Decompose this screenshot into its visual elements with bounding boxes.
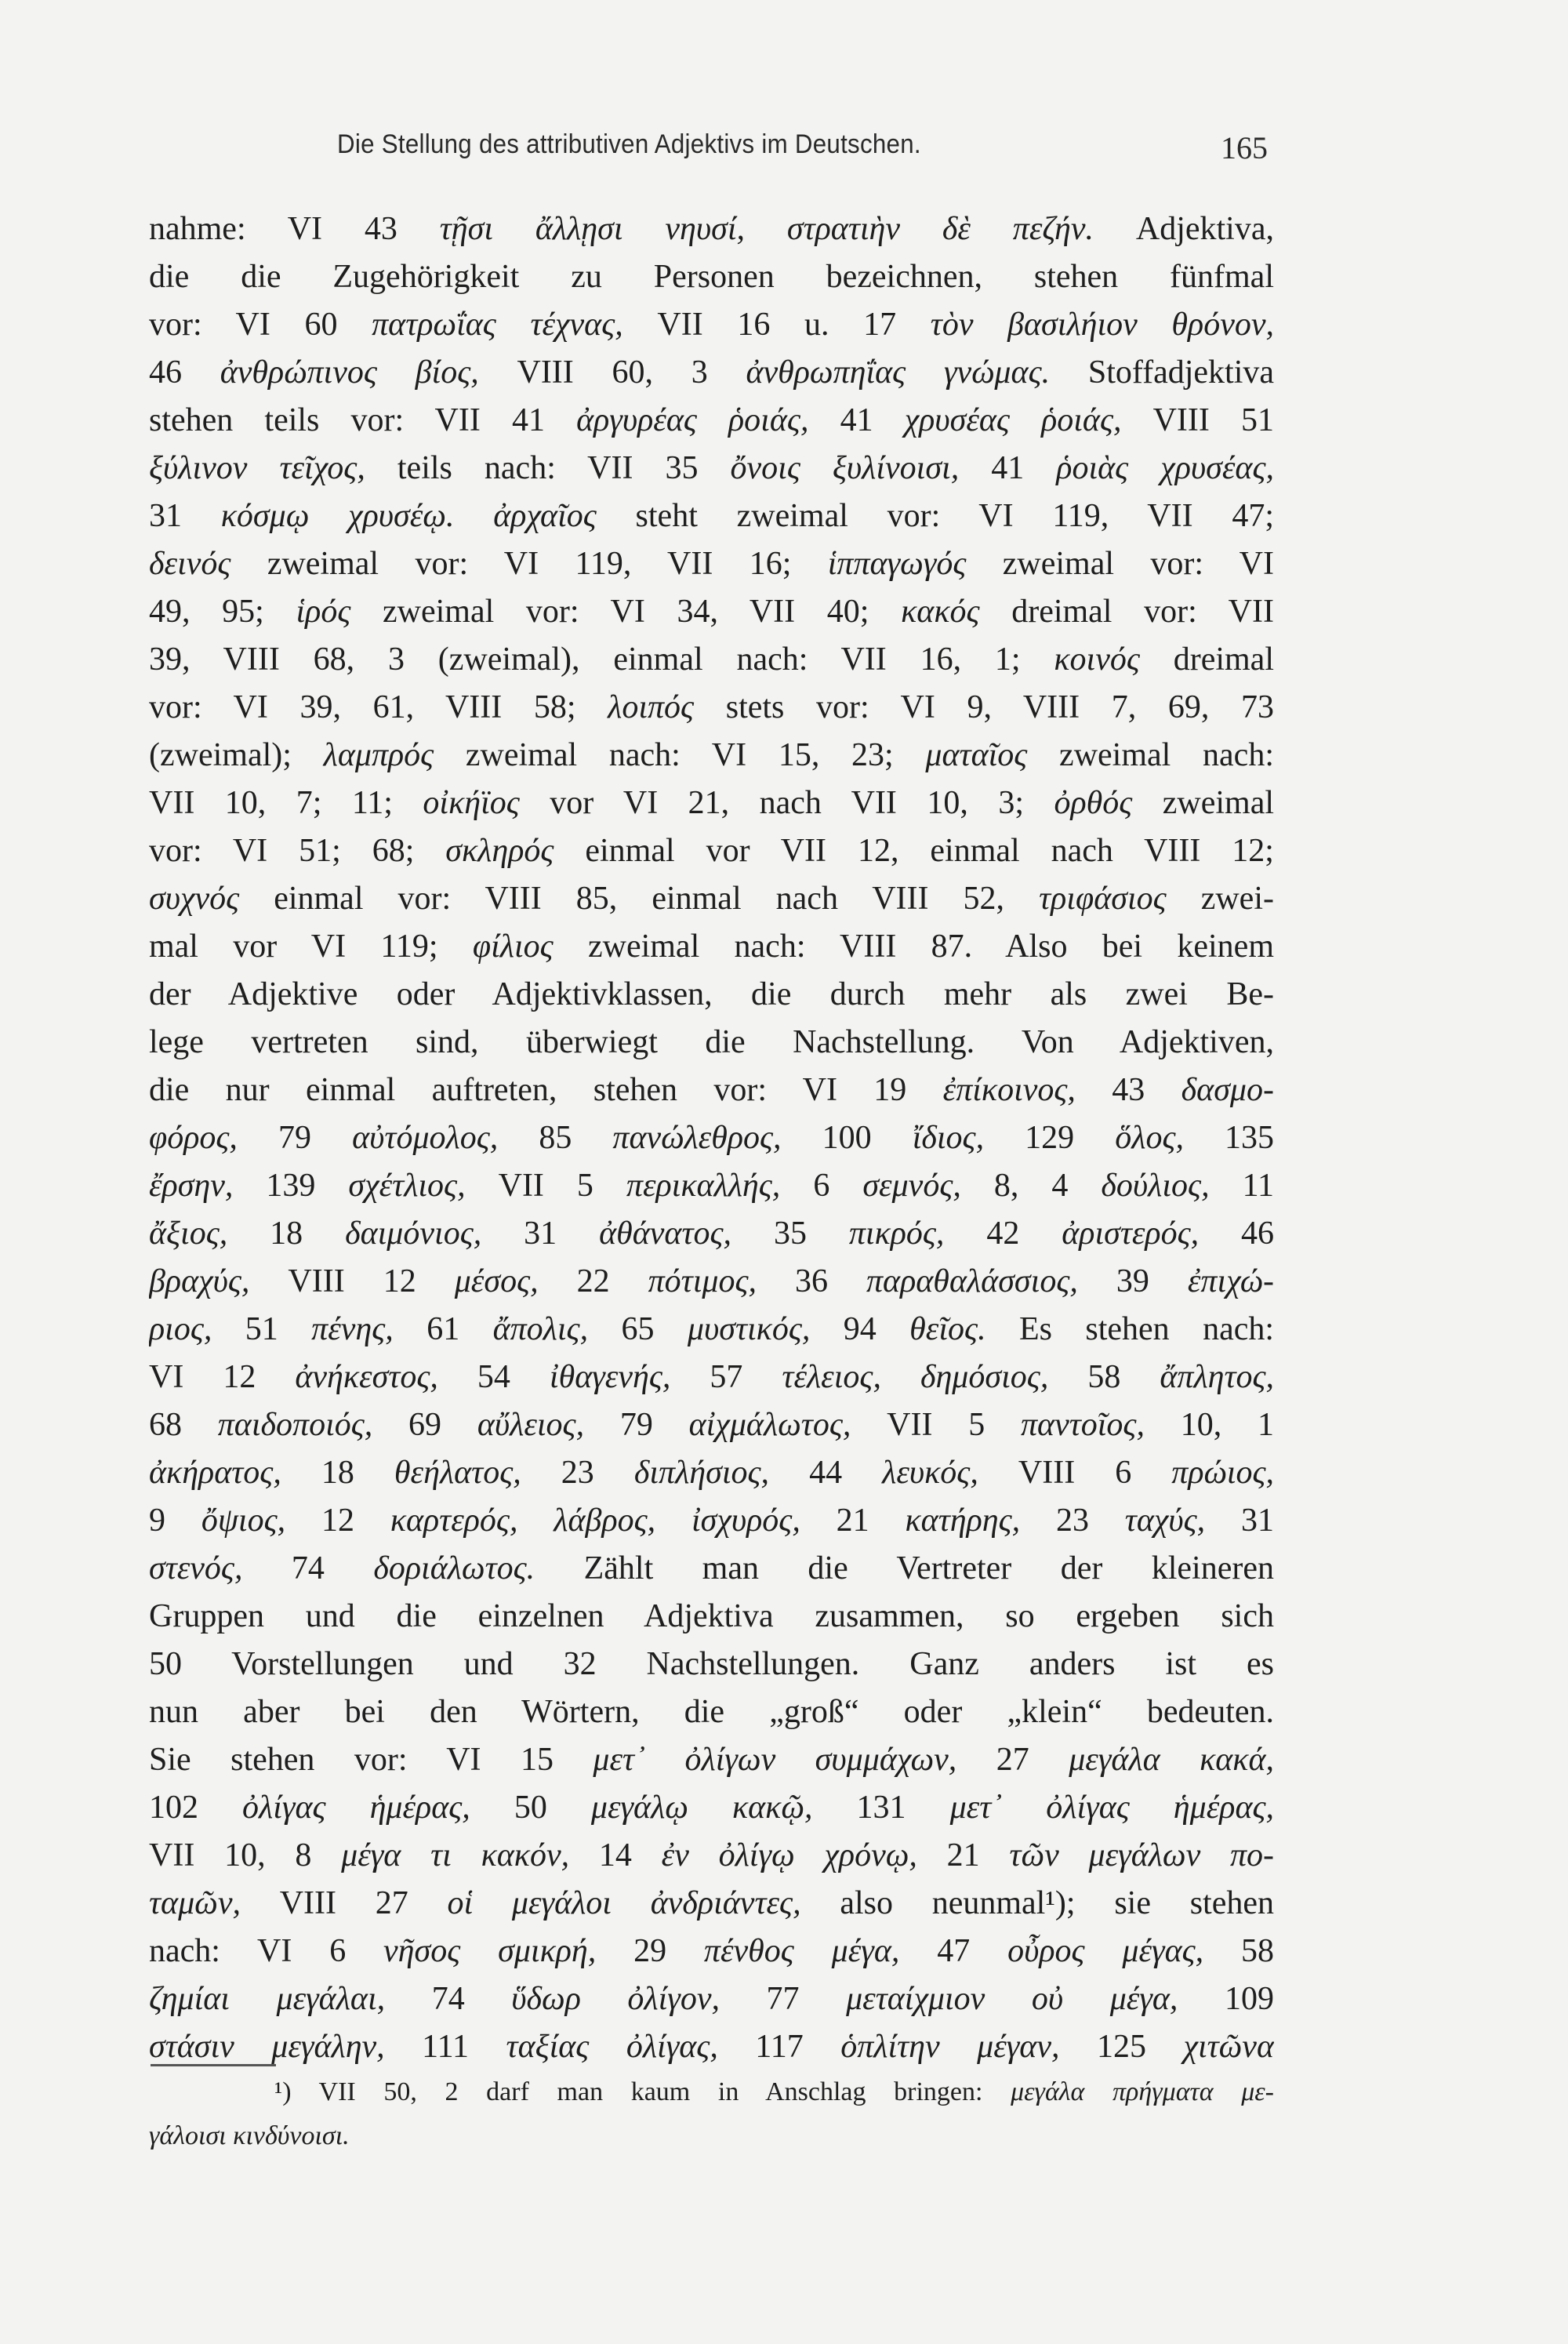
greek-quote: πένης,	[311, 1311, 394, 1347]
greek-quote: μεγάλα κακά,	[1069, 1742, 1274, 1778]
greek-quote: νῆσος σμικρή,	[383, 1933, 597, 1969]
greek-quote: ὀρθός	[1054, 785, 1133, 821]
text-run: 6	[780, 1168, 863, 1204]
greek-quote: ὅλος,	[1115, 1120, 1184, 1156]
text-line	[149, 1784, 1274, 1832]
text-line	[149, 2023, 1274, 2071]
text-run: zweimal vor: VI	[966, 546, 1274, 582]
text-run: VII 10, 8	[149, 1837, 342, 1873]
greek-quote: οἰκήϊος	[423, 785, 520, 821]
greek-quote: δεινός	[149, 546, 231, 582]
text-line	[149, 205, 1274, 253]
text-run: VII 10, 7; 11;	[149, 785, 423, 821]
text-line	[149, 1354, 1274, 1401]
text-run: Zählt man die Vertreter der kleineren	[535, 1550, 1274, 1586]
text-line	[149, 349, 1274, 397]
greek-quote: στάσιν μεγάλην,	[149, 2029, 385, 2065]
text-run: Gruppen und die einzelnen Adjektiva zusammen, so ergeben sich	[149, 1598, 1274, 1634]
text-line	[149, 875, 1274, 923]
text-run: lege vertreten sind, überwiegt die Nachstellung. Von Adjektiven,	[149, 1024, 1274, 1060]
greek-quote: στενός,	[149, 1550, 243, 1586]
text-run: einmal vor: VIII 85, einmal nach VIII 52,	[239, 881, 1040, 917]
text-run: 69	[372, 1407, 477, 1443]
text-run: vor: VI 60	[149, 307, 372, 343]
greek-quote: πένθος μέγα,	[703, 1933, 900, 1969]
text-run: vor: VI 51; 68;	[149, 833, 446, 869]
text-line	[149, 971, 1274, 1019]
text-line	[149, 492, 1274, 540]
greek-quote: χιτῶνα	[1183, 2029, 1274, 2065]
greek-quote: πρώιος,	[1171, 1455, 1274, 1491]
greek-quote: μετ᾽ ὀλίγων συμμάχων,	[593, 1742, 957, 1778]
text-line	[149, 588, 1274, 636]
text-run: 77	[719, 1981, 847, 2017]
text-run: 11	[1209, 1168, 1274, 1204]
text-run: 9	[149, 1503, 201, 1539]
greek-quote: ξύλινον τεῖχος,	[149, 450, 365, 486]
text-run: zweimal nach:	[1027, 737, 1274, 773]
text-line	[149, 1928, 1274, 1975]
text-run: mal vor VI 119;	[149, 929, 473, 965]
text-run: 23	[521, 1455, 634, 1491]
greek-quote: ἐπίκοινος,	[942, 1072, 1076, 1108]
text-run: 131	[812, 1790, 950, 1826]
greek-quote: φίλιος	[472, 929, 554, 965]
text-run: vor VI 21, nach VII 10, 3;	[519, 785, 1054, 821]
greek-quote: λευκός,	[882, 1455, 978, 1491]
greek-quote: ὄψιος,	[201, 1503, 286, 1539]
text-run: 65	[588, 1311, 688, 1347]
text-line	[149, 1401, 1274, 1449]
greek-quote: συχνός	[149, 881, 240, 917]
footnotes	[149, 2070, 1274, 2158]
text-run: 31	[481, 1216, 600, 1252]
greek-quote: κόσμῳ χρυσέῳ.	[220, 498, 455, 534]
greek-quote: σκληρός	[445, 833, 554, 869]
text-run: 117	[717, 2029, 841, 2065]
text-run: VII 16 u. 17	[622, 307, 931, 343]
greek-quote: λοιπός	[608, 689, 695, 725]
greek-quote: κακός	[901, 594, 980, 630]
text-run: 109	[1178, 1981, 1274, 2017]
text-line	[149, 1162, 1274, 1210]
greek-quote: γάλοισι κινδύνοισι.	[149, 2121, 350, 2150]
text-run: 129	[984, 1120, 1116, 1156]
greek-quote: τῶν μεγάλων πο-	[1009, 1837, 1274, 1873]
text-run: 46	[1199, 1216, 1274, 1252]
text-run: 18	[227, 1216, 346, 1252]
text-run: 10, 1	[1144, 1407, 1274, 1443]
text-run: VIII 27	[240, 1885, 448, 1921]
greek-quote: ἀργυρέας ῥοιάς,	[576, 402, 809, 438]
greek-quote: ἴδιος,	[912, 1120, 985, 1156]
text-run: 29	[596, 1933, 704, 1969]
text-run: einmal vor VII 12, einmal nach VIII 12;	[554, 833, 1274, 869]
text-line	[149, 1593, 1274, 1641]
text-run: 125	[1059, 2029, 1184, 2065]
greek-quote: βραχύς,	[149, 1263, 250, 1299]
greek-quote: χρυσέας ῥοιάς,	[904, 402, 1122, 438]
text-run: 94	[810, 1311, 910, 1347]
greek-quote: ἀθάνατος,	[599, 1216, 732, 1252]
text-run: 31	[1205, 1503, 1274, 1539]
text-run: zweimal nach: VI 15, 23;	[434, 737, 926, 773]
text-run: 79	[584, 1407, 689, 1443]
greek-quote: ριος,	[149, 1311, 212, 1347]
text-line	[149, 1497, 1274, 1545]
text-line	[149, 397, 1274, 445]
greek-quote: σχέτλιος,	[348, 1168, 466, 1204]
greek-quote: ῥοιὰς χρυσέας,	[1056, 450, 1274, 486]
text-run: also neunmal¹); sie stehen	[800, 1885, 1274, 1921]
greek-quote: πατρωΐας τέχνας,	[372, 307, 623, 343]
greek-quote: ὕδωρ ὀλίγον,	[511, 1981, 720, 2017]
greek-quote: αὔλειος,	[477, 1407, 585, 1443]
text-run: stets vor: VI 9, VIII 7, 69, 73	[694, 689, 1274, 725]
text-run: zweimal	[1132, 785, 1274, 821]
greek-quote: ἄπλητος,	[1160, 1359, 1274, 1395]
text-run: 50	[470, 1790, 591, 1826]
text-run: 36	[757, 1263, 867, 1299]
greek-quote: περικαλλής,	[626, 1168, 781, 1204]
text-line	[149, 1449, 1274, 1497]
text-run: der Adjektive oder Adjektivklassen, die durch mehr als zwei Be-	[149, 976, 1274, 1012]
text-run: 39	[1077, 1263, 1188, 1299]
greek-quote: τριφάσιος	[1039, 881, 1167, 917]
text-run: VII 5	[851, 1407, 1021, 1443]
text-run: 43	[1075, 1072, 1181, 1108]
greek-quote: ζημίαι μεγάλαι,	[149, 1981, 386, 2017]
text-run: 68	[149, 1407, 218, 1443]
text-run: zweimal vor: VI 119, VII 16;	[230, 546, 828, 582]
text-line	[149, 923, 1274, 971]
greek-quote: πότιμος,	[648, 1263, 757, 1299]
text-run: steht zweimal vor: VI 119, VII 47;	[596, 498, 1274, 534]
greek-quote: ἄπολις,	[492, 1311, 589, 1347]
text-run: 74	[242, 1550, 374, 1586]
text-run: VIII 60, 3	[478, 354, 746, 391]
text-line	[149, 445, 1274, 492]
text-run: nun aber bei den Wörtern, die „groß“ oder „klein“ bedeuten.	[149, 1694, 1274, 1730]
text-run: 54	[437, 1359, 550, 1395]
text-line	[149, 1114, 1274, 1162]
text-run: zwei-	[1166, 881, 1274, 917]
greek-quote: ὄνοις ξυλίνοισι,	[730, 450, 960, 486]
text-run: VIII 51	[1121, 402, 1274, 438]
text-line	[149, 301, 1274, 349]
text-run: 58	[1048, 1359, 1160, 1395]
greek-quote: ταξίας ὀλίγας,	[506, 2029, 718, 2065]
text-run: 57	[670, 1359, 782, 1395]
greek-quote: παραθαλάσσιος,	[866, 1263, 1078, 1299]
text-run: ¹) VII 50, 2 darf man kaum in Anschlag bringen:	[274, 2077, 1011, 2106]
text-line	[149, 827, 1274, 875]
footnote-rule	[151, 2064, 276, 2066]
text-run: VIII 6	[978, 1455, 1172, 1491]
greek-quote: μετ᾽ ὀλίγας ἡμέρας,	[949, 1790, 1274, 1826]
text-run: 41	[808, 402, 905, 438]
text-run: 49, 95;	[149, 594, 296, 630]
greek-quote: ταμῶν,	[149, 1885, 241, 1921]
greek-quote: πικρός,	[848, 1216, 945, 1252]
text-line	[149, 1832, 1274, 1880]
text-line	[149, 1306, 1274, 1354]
text-run: 85	[498, 1120, 613, 1156]
text-run: Stoffadjektiva	[1050, 354, 1274, 391]
text-run: 39, VIII 68, 3 (zweimal), einmal nach: VII 16, 1;	[149, 641, 1054, 678]
text-line	[149, 636, 1274, 684]
text-run: 100	[781, 1120, 913, 1156]
text-run: 139	[233, 1168, 349, 1204]
greek-quote: δαιμόνιος,	[345, 1216, 482, 1252]
greek-quote: σεμνός,	[862, 1168, 961, 1204]
greek-quote: ματαῖος	[925, 737, 1028, 773]
greek-quote: ἀνήκεστος,	[295, 1359, 438, 1395]
greek-quote: τὸν βασιλήιον θρόνον,	[930, 307, 1274, 343]
greek-quote: θεῖος.	[909, 1311, 986, 1347]
greek-quote: ἰθαγενής,	[549, 1359, 671, 1395]
text-run: nach: VI 6	[149, 1933, 384, 1969]
text-run: nahme: VI 43	[149, 211, 440, 247]
greek-quote: αἰχμάλωτος,	[688, 1407, 851, 1443]
text-line	[149, 1210, 1274, 1258]
text-run: VII 5	[465, 1168, 626, 1204]
greek-quote: μέγα τι κακόν,	[341, 1837, 570, 1873]
text-run: 27	[956, 1742, 1069, 1778]
text-line	[149, 1975, 1274, 2023]
running-header	[149, 129, 1274, 169]
text-run: 79	[237, 1120, 353, 1156]
text-run: VIII 12	[249, 1263, 455, 1299]
text-line	[149, 1545, 1274, 1593]
greek-quote: λαμπρός	[323, 737, 434, 773]
text-line	[149, 780, 1274, 827]
greek-quote: μεγάλῳ κακῷ,	[590, 1790, 813, 1826]
greek-quote: παντοῖος,	[1021, 1407, 1145, 1443]
greek-quote: δούλιος,	[1101, 1168, 1210, 1204]
text-run: Adjektiva,	[1094, 211, 1274, 247]
text-run: 21	[916, 1837, 1010, 1873]
greek-quote: ἐπιχώ-	[1187, 1263, 1274, 1299]
greek-quote: πανώλεθρος,	[612, 1120, 782, 1156]
text-run: die die Zugehörigkeit zu Personen bezeichnen, stehen fünfmal	[149, 259, 1274, 295]
greek-quote: ἱππαγωγός	[827, 546, 967, 582]
running-title: Die Stellung des attributiven Adjektivs im Deutschen.	[337, 129, 921, 159]
greek-quote: φόρος,	[149, 1120, 238, 1156]
greek-quote: ἀρχαῖος	[493, 498, 597, 534]
text-run: 42	[944, 1216, 1062, 1252]
greek-quote: μεγάλα πρήγματα με-	[1011, 2077, 1274, 2106]
text-line	[149, 1641, 1274, 1688]
text-line	[149, 1736, 1274, 1784]
text-run: 8, 4	[960, 1168, 1102, 1204]
greek-quote: ἔρσην,	[149, 1168, 234, 1204]
text-line	[149, 253, 1274, 301]
text-run: 35	[731, 1216, 849, 1252]
text-run: 47	[899, 1933, 1008, 1969]
greek-quote: ἀνθρωπηΐας γνώμας.	[746, 354, 1051, 391]
text-run: 23	[1020, 1503, 1125, 1539]
greek-quote: ἀριστερός,	[1062, 1216, 1200, 1252]
greek-quote: ἱρός	[296, 594, 351, 630]
greek-quote: ὀλίγας ἡμέρας,	[242, 1790, 470, 1826]
greek-quote: παιδοποιός,	[217, 1407, 373, 1443]
greek-quote: ἄξιος,	[149, 1216, 228, 1252]
text-run: 51	[212, 1311, 312, 1347]
text-run: teils nach: VII 35	[365, 450, 731, 486]
text-run: 74	[385, 1981, 512, 2017]
greek-quote: δοριάλωτος.	[373, 1550, 535, 1586]
text-run: 50 Vorstellungen und 32 Nachstellungen. Ganz anders ist es	[149, 1646, 1274, 1682]
text-run: 44	[769, 1455, 883, 1491]
text-run: dreimal	[1139, 641, 1274, 678]
greek-quote: αὐτόμολος,	[352, 1120, 499, 1156]
text-run: 46	[149, 354, 220, 391]
text-line	[149, 540, 1274, 588]
text-run: stehen teils vor: VII 41	[149, 402, 577, 438]
text-line	[149, 1067, 1274, 1114]
footnote-line	[149, 2070, 1274, 2114]
text-line	[149, 1019, 1274, 1067]
greek-quote: ἐν ὀλίγῳ χρόνῳ,	[661, 1837, 917, 1873]
text-run: vor: VI 39, 61, VIII 58;	[149, 689, 608, 725]
text-run: 31	[149, 498, 221, 534]
greek-quote: διπλήσιος,	[633, 1455, 770, 1491]
greek-quote: μεταίχμιον οὐ μέγα,	[846, 1981, 1178, 2017]
text-run: 111	[384, 2029, 506, 2065]
body-text	[149, 205, 1274, 2071]
footnote-line	[149, 2114, 1274, 2158]
greek-quote: μέσος,	[454, 1263, 539, 1299]
text-line	[149, 732, 1274, 780]
text-run	[454, 498, 493, 534]
greek-quote: ἀκήρατος,	[149, 1455, 281, 1491]
text-run: 12	[285, 1503, 390, 1539]
text-run: zweimal nach: VIII 87. Also bei keinem	[553, 929, 1274, 965]
text-run: die nur einmal auftreten, stehen vor: VI 19	[149, 1072, 943, 1108]
text-run: Es stehen nach:	[985, 1311, 1274, 1347]
text-run: 41	[959, 450, 1057, 486]
greek-quote: κατήρης,	[905, 1503, 1021, 1539]
text-run: 22	[538, 1263, 648, 1299]
greek-quote: οἱ μεγάλοι ἀνδριάντες,	[447, 1885, 801, 1921]
text-run: 21	[800, 1503, 906, 1539]
text-run: 18	[281, 1455, 394, 1491]
text-run: 135	[1183, 1120, 1274, 1156]
greek-quote: μυστικός,	[687, 1311, 811, 1347]
greek-quote: ἀνθρώπινος βίος,	[220, 354, 479, 391]
page-number: 165	[1221, 130, 1268, 165]
greek-quote: τέλειος, δημόσιος,	[782, 1359, 1049, 1395]
text-run: Sie stehen vor: VI 15	[149, 1742, 593, 1778]
text-line	[149, 1258, 1274, 1306]
greek-quote: τῇσι ἄλλῃσι νηυσί, στρατιὴν δὲ πεζήν.	[439, 211, 1094, 247]
greek-quote: θεήλατος,	[394, 1455, 521, 1491]
greek-quote: ὁπλίτην μέγαν,	[840, 2029, 1060, 2065]
text-run: VI 12	[149, 1359, 296, 1395]
greek-quote: δασμο-	[1181, 1072, 1274, 1108]
text-line	[149, 684, 1274, 732]
text-run: 58	[1203, 1933, 1274, 1969]
greek-quote: ταχύς,	[1124, 1503, 1206, 1539]
text-line	[149, 1880, 1274, 1928]
greek-quote: καρτερός, λάβρος, ἰσχυρός,	[390, 1503, 800, 1539]
text-run: 14	[569, 1837, 662, 1873]
text-line	[149, 1688, 1274, 1736]
text-run: 61	[393, 1311, 493, 1347]
text-run: zweimal vor: VI 34, VII 40;	[350, 594, 902, 630]
text-run: 102	[149, 1790, 243, 1826]
greek-quote: κοινός	[1054, 641, 1140, 678]
text-run: dreimal vor: VII	[979, 594, 1274, 630]
greek-quote: οὖρος μέγας,	[1007, 1933, 1204, 1969]
text-run: (zweimal);	[149, 737, 324, 773]
